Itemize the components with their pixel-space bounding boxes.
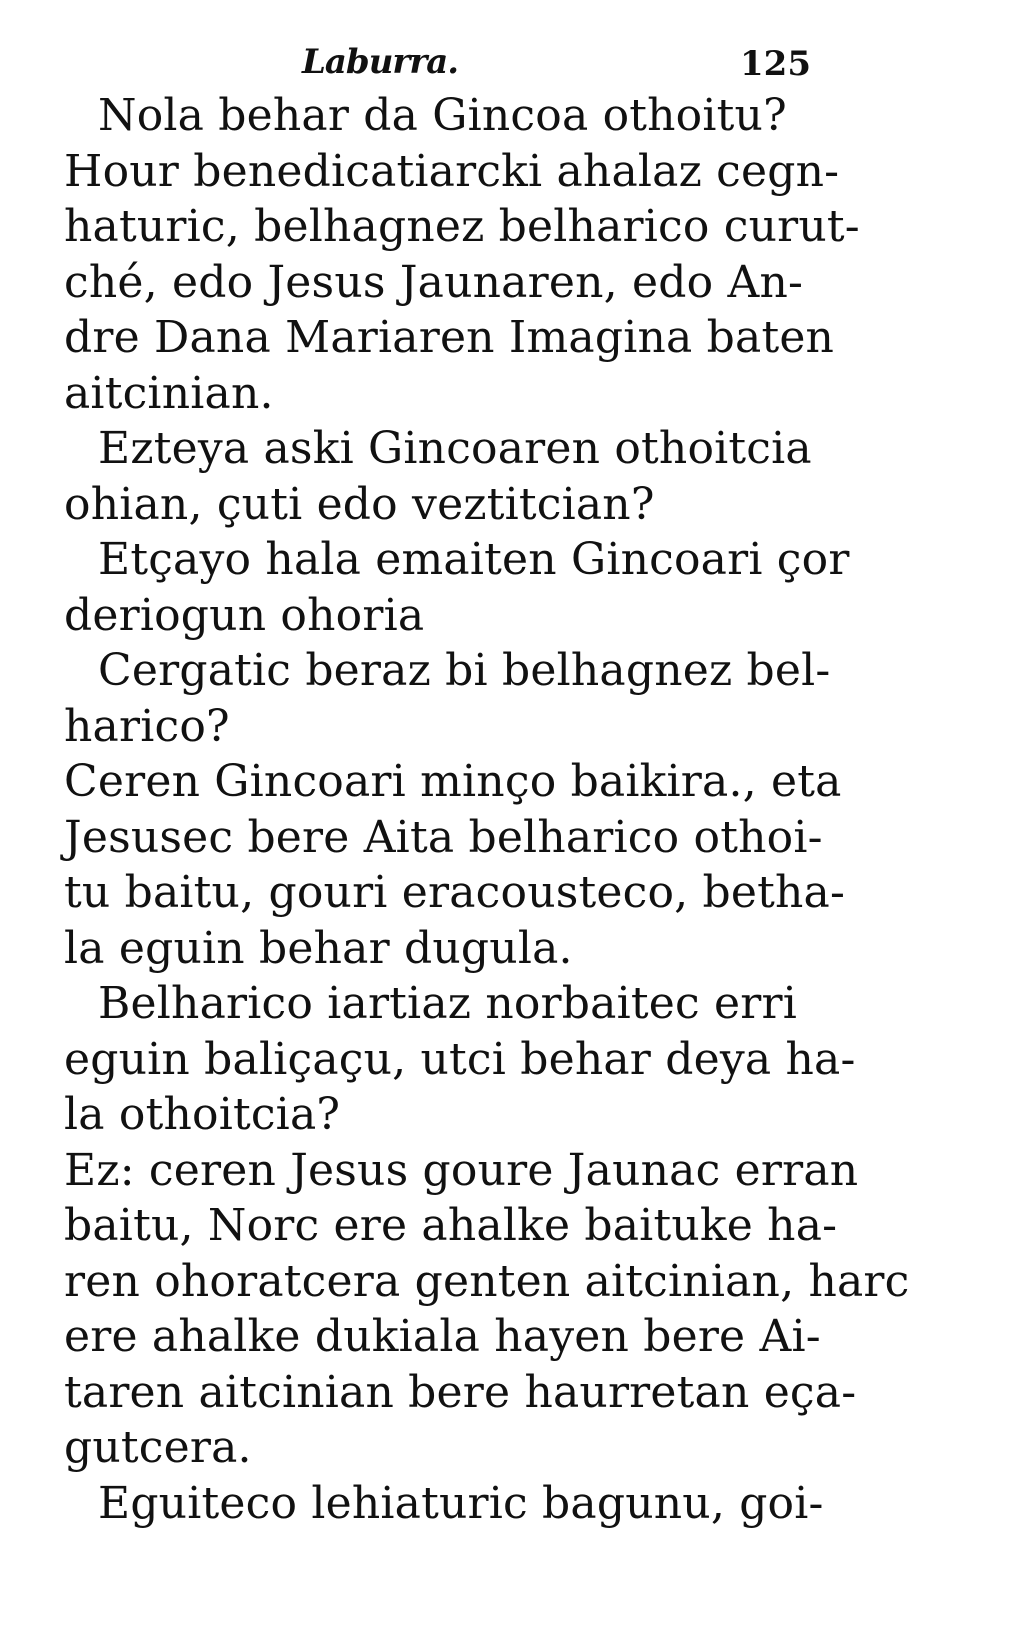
text-line: la eguin behar dugula. <box>64 922 573 974</box>
text-line: dre Dana Mariaren Imagina baten <box>64 312 835 363</box>
body-text <box>64 88 910 1531</box>
text-line: Ezteya aski Gincoaren othoitcia <box>98 423 812 474</box>
text-line: Nola behar da Gincoa othoitu? <box>98 90 787 141</box>
text-line: Cergatic beraz bi belhagnez bel- <box>98 645 831 696</box>
text-line: aitcinian. <box>64 367 274 419</box>
text-line: harico? <box>64 700 230 752</box>
text-line: tu baitu, gouri eracousteco, betha- <box>64 867 846 918</box>
text-line: taren aitcinian bere haurretan eça- <box>64 1366 857 1418</box>
text-line: ere ahalke dukiala hayen bere Ai- <box>64 1311 821 1362</box>
running-title: Laburra. <box>302 42 459 82</box>
running-head <box>0 42 1023 92</box>
text-line: ohian, çuti edo veztitcian? <box>64 478 655 530</box>
text-line: ren ohoratcera genten aitcinian, harc <box>64 1255 910 1307</box>
text-line: Hour benedicatiarcki ahalaz cegn- <box>64 145 840 197</box>
text-line: Ez: ceren Jesus goure Jaunac erran <box>64 1144 859 1196</box>
text-line: Etçayo hala emaiten Gincoari çor <box>98 534 850 585</box>
text-line: eguin baliçaçu, utci behar deya ha- <box>64 1033 856 1085</box>
text-line: Jesusec bere Aita belharico othoi- <box>64 811 823 863</box>
page-number: 125 <box>740 44 811 84</box>
text-line: baitu, Norc ere ahalke baituke ha- <box>64 1200 838 1251</box>
text-line: Belharico iartiaz norbaitec erri <box>98 978 797 1029</box>
text-line: deriogun ohoria <box>64 589 425 641</box>
text-line: ché, edo Jesus Jaunaren, edo An- <box>64 256 804 308</box>
text-line: gutcera. <box>64 1422 252 1473</box>
text-line: Eguiteco lehiaturic bagunu, goi- <box>98 1477 824 1529</box>
text-line: haturic, belhagnez belharico curut- <box>64 201 860 252</box>
text-line: Ceren Gincoari minço baikira., eta <box>64 756 842 807</box>
text-line: la othoitcia? <box>64 1089 341 1140</box>
